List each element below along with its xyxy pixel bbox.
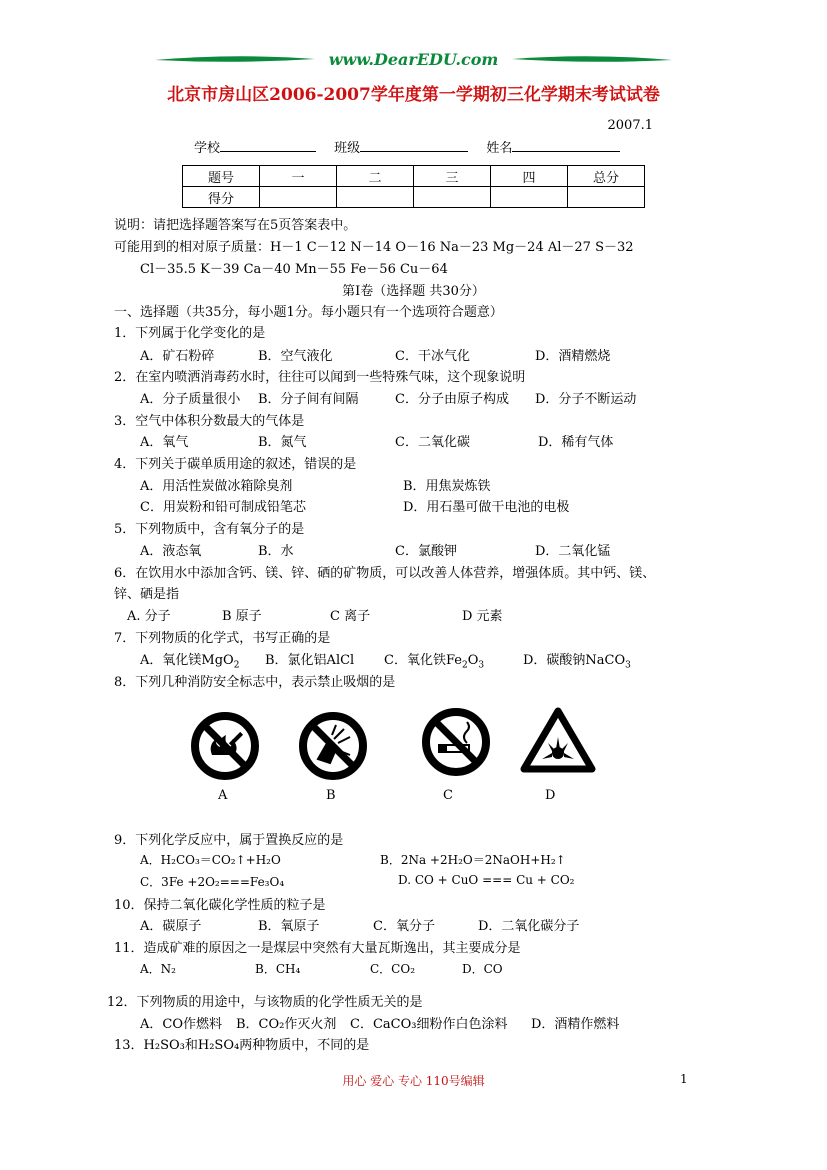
option-a[interactable]: A．碳原子 <box>140 919 202 934</box>
option-b[interactable]: B．CH₄ <box>255 962 301 976</box>
option-c[interactable] <box>384 649 484 671</box>
option-c[interactable]: C．二氧化碳 <box>395 435 470 450</box>
question-stem: 2．在室内喷洒消毒药水时，往往可以闻到一些特殊气味，这个现象说明 <box>114 370 526 385</box>
score-table <box>182 165 645 208</box>
option-c[interactable]: C．干冰气化 <box>395 349 470 364</box>
option-a[interactable]: A．分子质量很小 <box>140 392 241 407</box>
score-header-cell: 题号 <box>183 166 260 187</box>
option-c-mid: O <box>467 653 479 668</box>
option-b[interactable]: B．水 <box>258 544 294 559</box>
score-header-cell: 三 <box>414 166 491 187</box>
option-b[interactable]: B 原子 <box>222 609 262 624</box>
option-d[interactable]: D．二氧化碳分子 <box>478 919 580 934</box>
score-header-cell: 二 <box>337 166 414 187</box>
score-header-cell: 四 <box>491 166 568 187</box>
explosive-warning-sign-icon[interactable] <box>520 707 596 773</box>
question-stem: 13．H₂SO₃和H₂SO₄两种物质中，不同的是 <box>114 1038 370 1053</box>
option-a[interactable]: A．用活性炭做冰箱除臭剂 <box>140 479 293 494</box>
option-c[interactable]: C．用炭粉和铅可制成铅笔芯 <box>140 500 306 515</box>
question-stem: 12．下列物质的用途中，与该物质的化学性质无关的是 <box>107 995 423 1010</box>
section-heading: 一、选择题（共35分，每小题1分。每小题只有一个选项符合题意） <box>114 305 503 320</box>
question-stem-cont: 锌、硒是指 <box>114 587 180 602</box>
page-number: 1 <box>680 1072 688 1086</box>
option-b[interactable]: B．分子间有间隔 <box>258 392 359 407</box>
score-header-cell: 一 <box>260 166 337 187</box>
option-d[interactable]: D. CO + CuO === Cu + CO₂ <box>398 873 575 887</box>
option-a[interactable]: A．液态氧 <box>140 544 202 559</box>
note-line-1: 说明：请把选择题答案写在5页答案表中。 <box>114 218 357 233</box>
school-label: 学校 <box>194 141 221 156</box>
option-a[interactable]: A．H₂CO₃＝CO₂↑+H₂O <box>140 853 281 867</box>
score-cell[interactable] <box>414 187 491 208</box>
sign-label-d: D <box>545 788 556 803</box>
option-a[interactable]: A. 分子 <box>127 609 171 624</box>
option-b[interactable]: B．氧原子 <box>258 919 320 934</box>
option-d[interactable]: D．二氧化锰 <box>535 544 611 559</box>
sign-label-a: A <box>218 788 228 803</box>
option-b[interactable]: B．空气液化 <box>258 349 333 364</box>
subscript: 2 <box>233 660 240 671</box>
name-blank[interactable] <box>512 139 620 152</box>
question-stem: 11．造成矿难的原因之一是煤层中突然有大量瓦斯逸出，其主要成分是 <box>114 941 521 956</box>
sign-label-b: B <box>326 788 336 803</box>
option-d[interactable]: D．稀有气体 <box>538 435 614 450</box>
option-b[interactable]: B．氯化铝AlCl <box>265 653 355 668</box>
score-table-row <box>183 187 645 208</box>
option-c[interactable]: C．氧分子 <box>373 919 435 934</box>
score-table-header-row <box>183 166 645 187</box>
score-row-label: 得分 <box>183 187 260 208</box>
option-c[interactable]: C．分子由原子构成 <box>395 392 509 407</box>
subscript: 3 <box>625 660 631 671</box>
exam-title: 北京市房山区2006-2007学年度第一学期初三化学期末考试试卷 <box>167 85 660 105</box>
option-d[interactable]: D．分子不断运动 <box>535 392 637 407</box>
option-b[interactable]: B．2Na +2H₂O＝2NaOH+H₂↑ <box>380 853 566 867</box>
subscript: 3 <box>478 660 485 671</box>
option-d[interactable] <box>523 649 631 671</box>
no-smoking-sign-icon[interactable] <box>421 707 491 777</box>
site-url[interactable]: www.DearEDU.com <box>328 50 499 69</box>
option-c[interactable]: C．氯酸钾 <box>395 544 457 559</box>
question-stem: 1．下列属于化学变化的是 <box>114 326 266 341</box>
question-stem: 4．下列关于碳单质用途的叙述，错误的是 <box>114 457 357 472</box>
option-c[interactable]: C．CaCO₃细粉作白色涂料 <box>350 1017 508 1032</box>
option-a[interactable]: A．氧气 <box>140 435 189 450</box>
option-b[interactable]: B．用焦炭炼铁 <box>403 479 491 494</box>
no-fire-sign-icon[interactable] <box>190 711 260 781</box>
option-d[interactable]: D．酒精作燃料 <box>531 1017 620 1032</box>
school-blank[interactable] <box>220 139 316 152</box>
option-d[interactable]: D．酒精燃烧 <box>535 349 611 364</box>
class-label: 班级 <box>334 141 361 156</box>
question-stem: 7．下列物质的化学式，书写正确的是 <box>114 631 331 646</box>
option-d[interactable]: D．CO <box>462 962 503 976</box>
option-c[interactable]: C 离子 <box>330 609 371 624</box>
question-stem: 3．空气中体积分数最大的气体是 <box>114 414 305 429</box>
name-label: 姓名 <box>486 141 513 156</box>
question-stem: 8．下列几种消防安全标志中，表示禁止吸烟的是 <box>114 675 396 690</box>
option-d[interactable]: D 元素 <box>462 609 503 624</box>
question-stem: 10．保持二氧化碳化学性质的粒子是 <box>114 898 326 913</box>
class-blank[interactable] <box>360 139 468 152</box>
option-c-text: C．氧化铁Fe <box>384 653 462 668</box>
question-stem: 5．下列物质中，含有氧分子的是 <box>114 522 305 537</box>
exam-date: 2007.1 <box>607 118 653 133</box>
option-d-text: D．碳酸钠NaCO <box>523 653 626 668</box>
option-c[interactable]: C．CO₂ <box>370 962 416 976</box>
option-c[interactable]: C．3Fe +2O₂===Fe₃O₄ <box>140 875 285 889</box>
option-d[interactable]: D．用石墨可做干电池的电极 <box>403 500 570 515</box>
option-a[interactable]: A．CO作燃料 <box>140 1017 222 1032</box>
info-line <box>194 137 620 156</box>
option-a[interactable]: A．矿石粉碎 <box>140 349 215 364</box>
volume-heading: 第Ⅰ卷（选择题 共30分） <box>342 284 485 299</box>
no-fireworks-sign-icon[interactable] <box>298 711 368 781</box>
sign-label-c: C <box>443 788 453 803</box>
score-cell[interactable] <box>260 187 337 208</box>
option-a[interactable] <box>140 649 239 671</box>
option-b[interactable]: B．氮气 <box>258 435 307 450</box>
option-b[interactable]: B．CO₂作灭火剂 <box>236 1017 337 1032</box>
option-a-text: A．氧化镁MgO <box>140 653 234 668</box>
subscript: 2 <box>461 660 468 671</box>
option-a[interactable]: A．N₂ <box>140 962 176 976</box>
page-footer: 用心 爱心 专心 110号编辑 <box>342 1074 485 1088</box>
note-line-3: Cl－35.5 K－39 Ca－40 Mn－55 Fe－56 Cu－64 <box>140 262 448 277</box>
score-header-cell: 总分 <box>568 166 645 187</box>
score-cell[interactable] <box>337 187 414 208</box>
question-stem: 9．下列化学反应中，属于置换反应的是 <box>114 833 344 848</box>
score-cell[interactable] <box>568 187 645 208</box>
score-cell[interactable] <box>491 187 568 208</box>
question-stem: 6．在饮用水中添加含钙、镁、锌、硒的矿物质，可以改善人体营养，增强体质。其中钙、镁、 <box>114 566 656 581</box>
note-line-2: 可能用到的相对原子质量：H－1 C－12 N－14 O－16 Na－23 Mg－24 Al－27 S－32 <box>114 240 634 255</box>
